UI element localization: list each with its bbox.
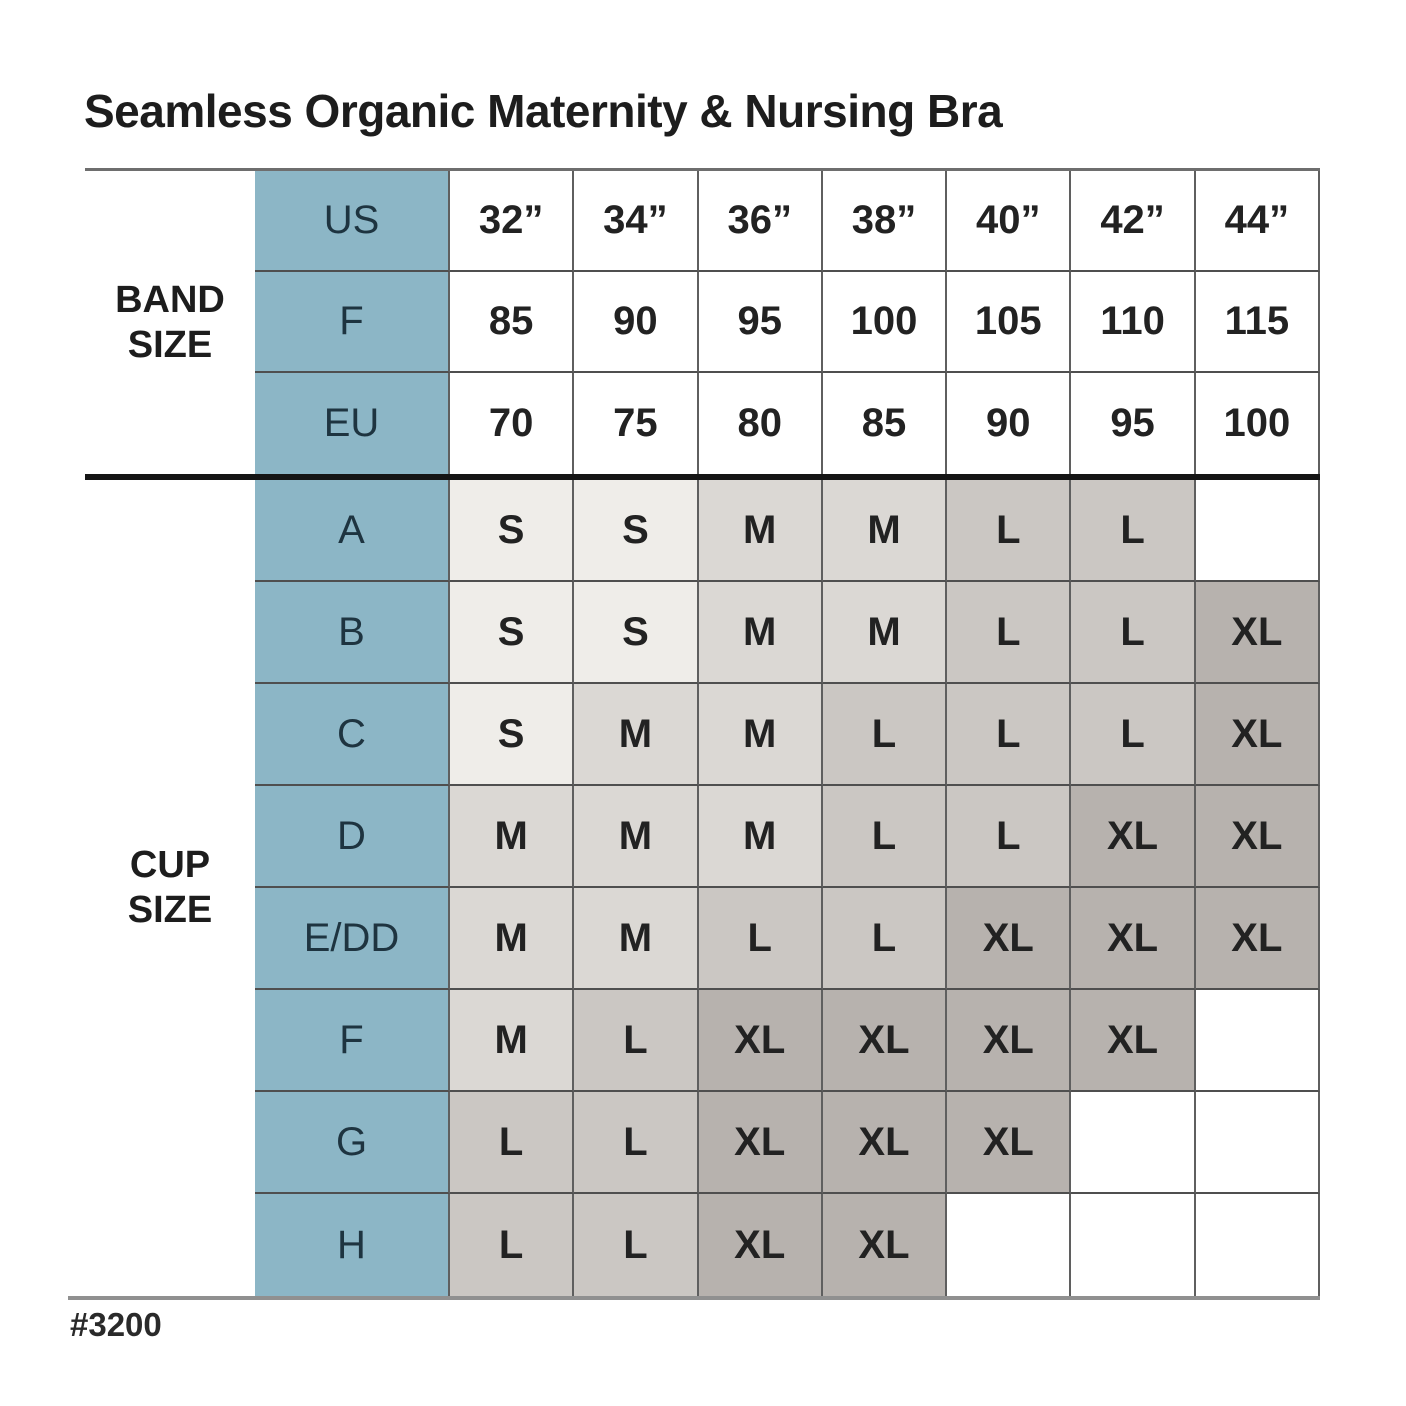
cup-row-header: B (255, 582, 450, 684)
cup-size-cell: XL (1196, 786, 1320, 888)
band-size-cell: 95 (699, 272, 823, 373)
cup-size-cell: S (574, 582, 698, 684)
band-size-cell: 32” (450, 171, 574, 272)
band-size-cell: 36” (699, 171, 823, 272)
cup-size-cell: M (699, 786, 823, 888)
cup-size-cell: M (574, 684, 698, 786)
cup-size-grid (85, 480, 1320, 1296)
cup-size-cell (1196, 1194, 1320, 1296)
cup-size-cell: L (574, 1092, 698, 1194)
band-size-cell: 80 (699, 373, 823, 474)
cup-size-cell: XL (699, 990, 823, 1092)
cup-size-cell: M (823, 582, 947, 684)
band-size-cell: 42” (1071, 171, 1195, 272)
cup-size-cell: M (450, 888, 574, 990)
band-size-cell: 70 (450, 373, 574, 474)
cup-size-cell: XL (823, 1092, 947, 1194)
band-size-cell: 100 (823, 272, 947, 373)
cup-size-cell: XL (1071, 786, 1195, 888)
cup-size-cell (1196, 480, 1320, 582)
cup-size-cell: L (823, 786, 947, 888)
product-code: #3200 (70, 1306, 162, 1343)
band-size-cell: 105 (947, 272, 1071, 373)
band-row-header: F (255, 272, 450, 373)
cup-row-header: A (255, 480, 450, 582)
cup-size-cell: M (450, 990, 574, 1092)
band-size-cell: 115 (1196, 272, 1320, 373)
cup-size-cell: XL (1196, 888, 1320, 990)
cup-row-header: D (255, 786, 450, 888)
band-size-label: BAND SIZE (115, 278, 225, 366)
cup-size-cell: XL (947, 888, 1071, 990)
cup-size-cell: M (450, 786, 574, 888)
cup-size-cell: L (947, 786, 1071, 888)
band-size-cell: 90 (947, 373, 1071, 474)
cup-row-header: F (255, 990, 450, 1092)
cup-size-cell: L (699, 888, 823, 990)
cup-size-cell (1196, 990, 1320, 1092)
cup-size-cell: XL (699, 1194, 823, 1296)
band-size-cell: 40” (947, 171, 1071, 272)
cup-size-cell: L (450, 1092, 574, 1194)
band-size-cell: 85 (823, 373, 947, 474)
band-size-cell: 44” (1196, 171, 1320, 272)
cup-size-cell: XL (947, 1092, 1071, 1194)
band-row-header: US (255, 171, 450, 272)
cup-size-cell: M (699, 684, 823, 786)
cup-row-header: G (255, 1092, 450, 1194)
cup-size-cell: XL (947, 990, 1071, 1092)
cup-size-cell: L (947, 684, 1071, 786)
cup-size-cell: XL (1071, 888, 1195, 990)
band-size-cell: 90 (574, 272, 698, 373)
cup-size-label: CUP SIZE (127, 844, 213, 931)
size-chart-table (85, 168, 1320, 1300)
cup-size-cell: XL (823, 990, 947, 1092)
cup-size-cell: L (947, 480, 1071, 582)
cup-size-cell: XL (1196, 582, 1320, 684)
band-size-cell: 95 (1071, 373, 1195, 474)
cup-size-cell: XL (1071, 990, 1195, 1092)
cup-size-cell: S (450, 582, 574, 684)
cup-size-cell: L (823, 684, 947, 786)
cup-size-cell: L (450, 1194, 574, 1296)
cup-size-cell: S (450, 684, 574, 786)
cup-row-header: H (255, 1194, 450, 1296)
band-size-cell: 85 (450, 272, 574, 373)
cup-row-header: C (255, 684, 450, 786)
cup-size-cell: S (450, 480, 574, 582)
band-size-cell: 38” (823, 171, 947, 272)
band-size-cell: 34” (574, 171, 698, 272)
cup-size-cell (1071, 1092, 1195, 1194)
page-title: Seamless Organic Maternity & Nursing Bra (84, 85, 1003, 137)
cup-size-cell: M (699, 582, 823, 684)
cup-size-cell: M (574, 786, 698, 888)
cup-size-cell (947, 1194, 1071, 1296)
cup-size-cell (1071, 1194, 1195, 1296)
table-bottom-border (68, 1296, 1320, 1300)
cup-size-cell: L (574, 1194, 698, 1296)
band-size-cell: 75 (574, 373, 698, 474)
cup-size-cell: L (947, 582, 1071, 684)
cup-size-cell: XL (823, 1194, 947, 1296)
cup-size-cell (1196, 1092, 1320, 1194)
cup-size-cell: L (823, 888, 947, 990)
cup-row-header: E/DD (255, 888, 450, 990)
band-size-cell: 110 (1071, 272, 1195, 373)
cup-size-cell: L (1071, 582, 1195, 684)
cup-size-cell: L (574, 990, 698, 1092)
cup-size-cell: L (1071, 480, 1195, 582)
cup-size-cell: M (699, 480, 823, 582)
band-row-header: EU (255, 373, 450, 474)
band-size-grid (85, 171, 1320, 474)
cup-size-cell: L (1071, 684, 1195, 786)
band-size-cell: 100 (1196, 373, 1320, 474)
cup-size-cell: XL (699, 1092, 823, 1194)
cup-size-cell: XL (1196, 684, 1320, 786)
cup-size-cell: S (574, 480, 698, 582)
cup-size-cell: M (823, 480, 947, 582)
cup-size-cell: M (574, 888, 698, 990)
